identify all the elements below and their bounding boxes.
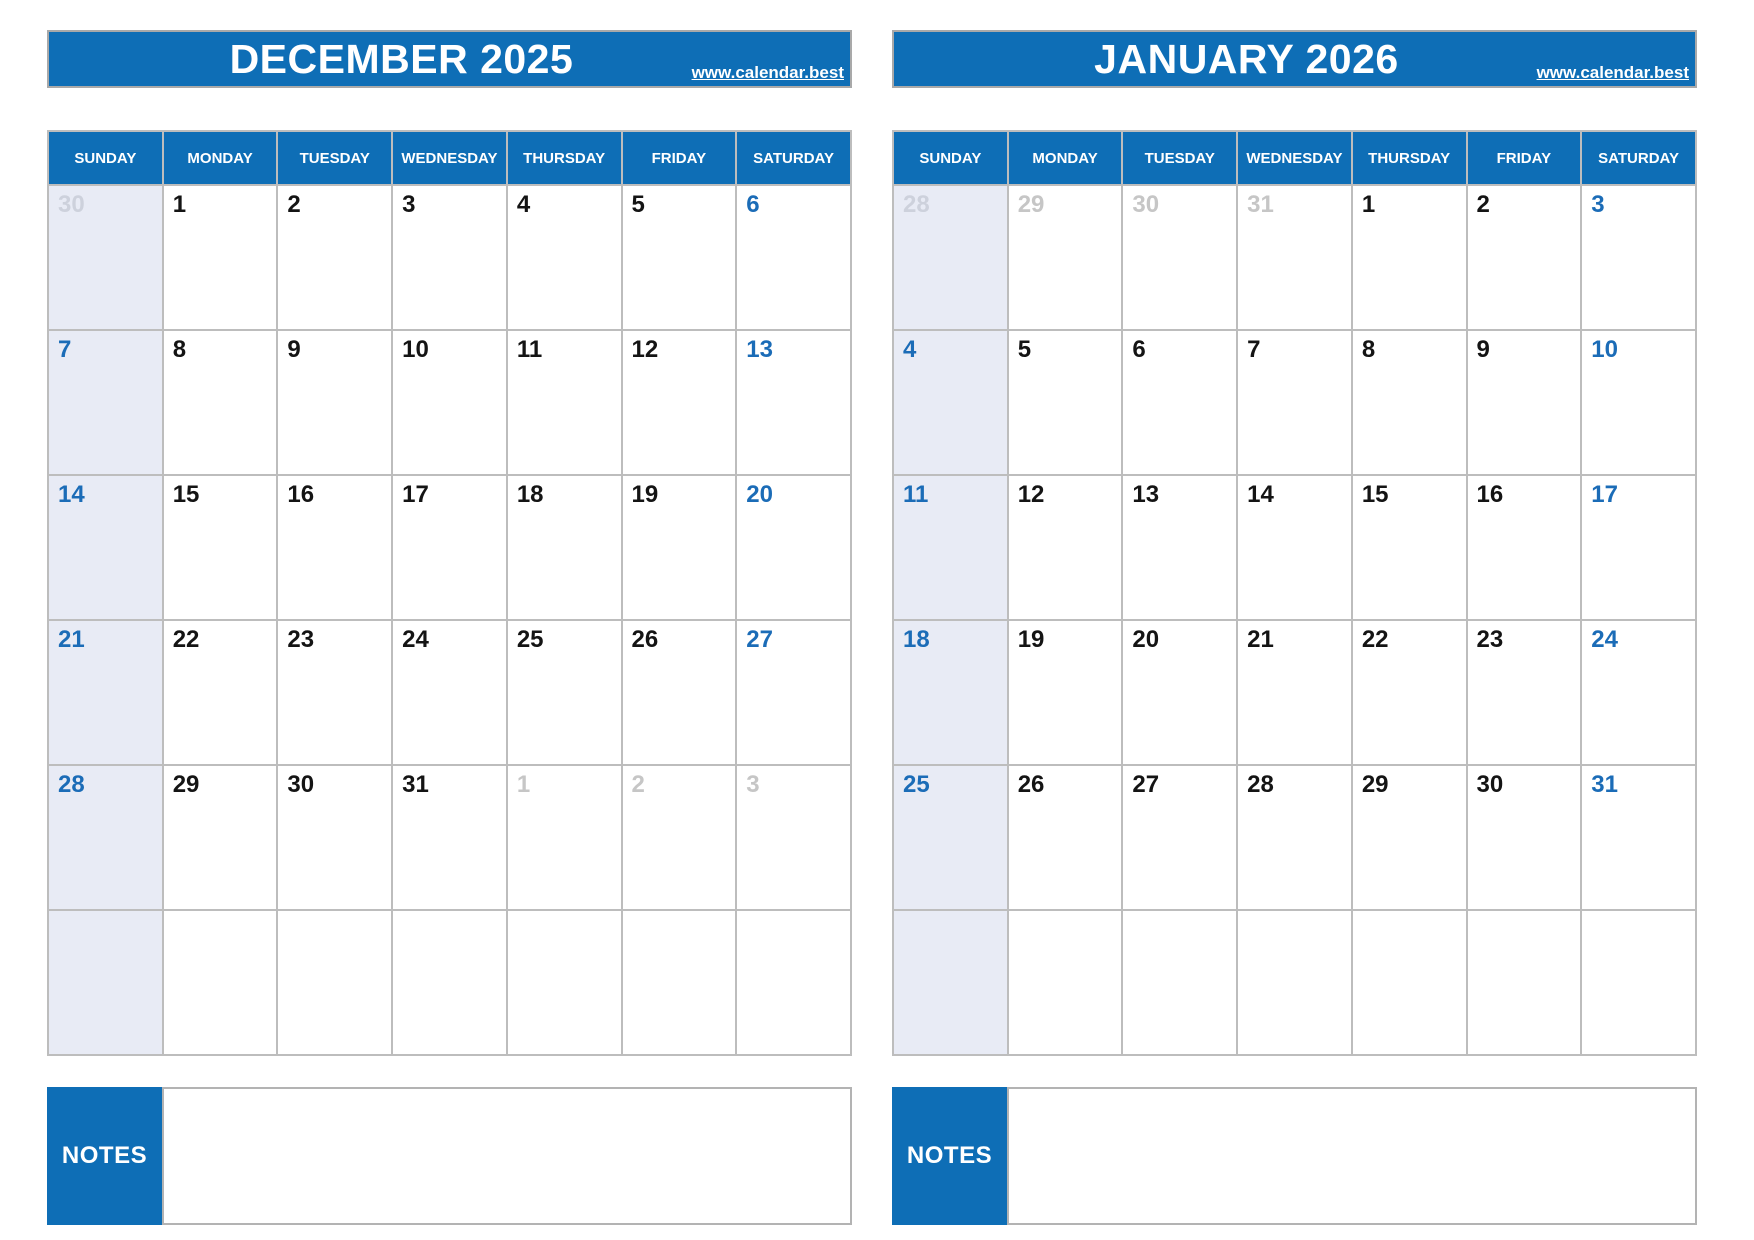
weekday-header-sunday: SUNDAY: [48, 131, 163, 185]
day-cell: [1352, 765, 1467, 910]
day-number: 6: [746, 191, 760, 218]
weekday-header-sunday: SUNDAY: [893, 131, 1008, 185]
notes-label: NOTES: [47, 1087, 162, 1225]
day-number: 23: [287, 626, 315, 653]
day-cell: [392, 475, 507, 620]
day-number: 25: [516, 626, 544, 653]
day-number: 27: [746, 626, 773, 653]
day-number: 7: [58, 336, 72, 363]
empty-day-cell: [1467, 910, 1582, 1055]
day-cell: [1237, 185, 1352, 330]
day-cell: [163, 765, 278, 910]
day-number: 26: [1017, 771, 1045, 798]
weekday-header-wednesday: WEDNESDAY: [1237, 131, 1352, 185]
day-cell: [736, 185, 851, 330]
empty-day-cell: [1008, 910, 1123, 1055]
day-cell: [1467, 620, 1582, 765]
day-number: 5: [631, 191, 645, 218]
weekday-header-tuesday: TUESDAY: [277, 131, 392, 185]
empty-day-cell: [277, 910, 392, 1055]
day-number: 18: [903, 626, 930, 653]
weekday-header-monday: MONDAY: [163, 131, 278, 185]
day-number: 23: [1476, 626, 1504, 653]
day-cell: [1008, 475, 1123, 620]
day-number: 31: [1591, 771, 1618, 798]
day-cell: [1352, 330, 1467, 475]
day-cell: [1581, 330, 1696, 475]
weekday-header-thursday: THURSDAY: [507, 131, 622, 185]
week-row: [48, 330, 851, 475]
week-row: [48, 475, 851, 620]
day-cell: [1122, 330, 1237, 475]
weekday-header-friday: FRIDAY: [622, 131, 737, 185]
day-number: 12: [631, 336, 659, 363]
day-cell: [1008, 765, 1123, 910]
day-number: 24: [402, 626, 429, 653]
day-cell: [1581, 620, 1696, 765]
weekday-header-wednesday: WEDNESDAY: [392, 131, 507, 185]
day-cell: [48, 330, 163, 475]
week-row: [893, 475, 1696, 620]
day-cell: [736, 765, 851, 910]
empty-day-cell: [1581, 910, 1696, 1055]
month-title-bar: [892, 30, 1697, 88]
day-cell: [893, 765, 1008, 910]
day-cell: [48, 765, 163, 910]
day-number: 10: [1591, 336, 1618, 363]
day-number: 4: [516, 191, 531, 218]
day-cell: [277, 475, 392, 620]
day-number: 31: [402, 771, 429, 798]
month-grid: [47, 130, 852, 1056]
empty-day-cell: [507, 910, 622, 1055]
day-number: 31: [1247, 191, 1274, 218]
day-cell: [1467, 475, 1582, 620]
empty-day-cell: [1237, 910, 1352, 1055]
day-cell: [1237, 330, 1352, 475]
day-cell: [1122, 475, 1237, 620]
day-cell: [1467, 185, 1582, 330]
day-cell: [622, 765, 737, 910]
day-number: 8: [172, 336, 187, 363]
day-number: 21: [58, 626, 85, 653]
day-number: 29: [172, 771, 200, 798]
day-cell: [893, 330, 1008, 475]
day-cell: [507, 475, 622, 620]
week-row: [48, 765, 851, 910]
day-number: 9: [287, 336, 301, 363]
day-number: 3: [1591, 191, 1605, 218]
day-cell: [277, 620, 392, 765]
day-cell: [507, 185, 622, 330]
day-cell: [893, 185, 1008, 330]
week-row: [893, 185, 1696, 330]
month-title: JANUARY 2026: [1094, 35, 1399, 82]
day-number: 2: [287, 191, 301, 218]
week-row: [893, 910, 1696, 1055]
empty-day-cell: [1122, 910, 1237, 1055]
weekday-header-tuesday: TUESDAY: [1122, 131, 1237, 185]
day-cell: [736, 620, 851, 765]
day-number: 13: [746, 336, 773, 363]
weekday-header-friday: FRIDAY: [1467, 131, 1582, 185]
day-cell: [1467, 330, 1582, 475]
day-number: 5: [1017, 336, 1032, 363]
day-number: 15: [172, 481, 200, 508]
day-number: 27: [1132, 771, 1160, 798]
week-row: [48, 620, 851, 765]
day-number: 25: [903, 771, 930, 798]
weekday-header-row: [48, 131, 851, 185]
day-number: 1: [1361, 191, 1376, 218]
day-number: 17: [1591, 481, 1618, 508]
day-cell: [1467, 765, 1582, 910]
weekday-header-monday: MONDAY: [1008, 131, 1123, 185]
empty-day-cell: [392, 910, 507, 1055]
day-cell: [48, 475, 163, 620]
day-cell: [48, 620, 163, 765]
day-cell: [1237, 475, 1352, 620]
day-cell: [1237, 620, 1352, 765]
day-cell: [277, 330, 392, 475]
day-number: 30: [1476, 771, 1504, 798]
notes-section: [892, 1087, 1697, 1225]
day-number: 20: [1132, 626, 1160, 653]
day-number: 11: [516, 336, 543, 363]
day-cell: [163, 330, 278, 475]
day-number: 2: [1476, 191, 1490, 218]
day-cell: [48, 185, 163, 330]
day-number: 3: [402, 191, 416, 218]
day-number: 6: [1132, 336, 1146, 363]
empty-day-cell: [622, 910, 737, 1055]
day-cell: [893, 475, 1008, 620]
day-number: 14: [58, 481, 85, 508]
day-number: 4: [903, 336, 917, 363]
day-cell: [1581, 765, 1696, 910]
day-number: 26: [631, 626, 659, 653]
day-cell: [163, 185, 278, 330]
weekday-header-saturday: SATURDAY: [1581, 131, 1696, 185]
day-number: 22: [172, 626, 200, 653]
day-number: 3: [746, 771, 760, 798]
day-cell: [1008, 330, 1123, 475]
day-number: 30: [1132, 191, 1160, 218]
day-number: 18: [516, 481, 544, 508]
day-cell: [277, 765, 392, 910]
website-link[interactable]: www.calendar.best: [1536, 63, 1689, 82]
month-grid: [892, 130, 1697, 1056]
empty-day-cell: [1352, 910, 1467, 1055]
day-number: 16: [287, 481, 315, 508]
day-cell: [1008, 620, 1123, 765]
day-cell: [1581, 475, 1696, 620]
day-cell: [392, 330, 507, 475]
day-number: 28: [903, 191, 930, 218]
day-cell: [622, 620, 737, 765]
day-number: 19: [631, 481, 659, 508]
day-cell: [622, 185, 737, 330]
day-cell: [1122, 185, 1237, 330]
day-cell: [1352, 620, 1467, 765]
day-cell: [1122, 620, 1237, 765]
day-cell: [736, 475, 851, 620]
day-cell: [277, 185, 392, 330]
day-cell: [1008, 185, 1123, 330]
website-link[interactable]: www.calendar.best: [691, 63, 844, 82]
day-number: 30: [58, 191, 85, 218]
day-cell: [163, 475, 278, 620]
weekday-header-row: [893, 131, 1696, 185]
day-cell: [163, 620, 278, 765]
notes-label: NOTES: [892, 1087, 1007, 1225]
day-cell: [392, 765, 507, 910]
day-number: 28: [58, 771, 85, 798]
day-cell: [736, 330, 851, 475]
weekday-header-saturday: SATURDAY: [736, 131, 851, 185]
day-number: 20: [746, 481, 773, 508]
day-number: 22: [1361, 626, 1389, 653]
day-number: 14: [1247, 481, 1274, 508]
month-title-bar: [47, 30, 852, 88]
empty-day-cell: [736, 910, 851, 1055]
day-number: 16: [1476, 481, 1504, 508]
day-cell: [392, 185, 507, 330]
weekday-header-thursday: THURSDAY: [1352, 131, 1467, 185]
day-number: 19: [1017, 626, 1045, 653]
day-number: 11: [903, 481, 929, 508]
week-row: [48, 910, 851, 1055]
week-row: [893, 765, 1696, 910]
notes-section: [47, 1087, 852, 1225]
day-number: 28: [1247, 771, 1274, 798]
day-number: 24: [1591, 626, 1618, 653]
day-number: 7: [1247, 336, 1261, 363]
week-row: [893, 620, 1696, 765]
empty-day-cell: [163, 910, 278, 1055]
week-row: [893, 330, 1696, 475]
day-number: 13: [1132, 481, 1160, 508]
day-number: 12: [1017, 481, 1045, 508]
notes-area: [1007, 1087, 1697, 1225]
day-cell: [893, 620, 1008, 765]
day-number: 8: [1361, 336, 1376, 363]
day-cell: [622, 475, 737, 620]
calendar-december-2025: [47, 30, 852, 1225]
empty-day-cell: [893, 910, 1008, 1055]
month-title: DECEMBER 2025: [229, 35, 574, 82]
day-cell: [507, 765, 622, 910]
day-number: 1: [516, 771, 531, 798]
day-number: 30: [287, 771, 315, 798]
day-number: 9: [1476, 336, 1490, 363]
day-number: 15: [1361, 481, 1389, 508]
day-number: 17: [402, 481, 429, 508]
day-cell: [622, 330, 737, 475]
calendar-january-2026: [892, 30, 1697, 1225]
day-number: 29: [1361, 771, 1389, 798]
day-number: 29: [1017, 191, 1045, 218]
day-cell: [507, 330, 622, 475]
day-cell: [1237, 765, 1352, 910]
day-cell: [1352, 475, 1467, 620]
day-number: 2: [631, 771, 645, 798]
day-cell: [507, 620, 622, 765]
day-cell: [1581, 185, 1696, 330]
day-number: 21: [1247, 626, 1274, 653]
week-row: [48, 185, 851, 330]
empty-day-cell: [48, 910, 163, 1055]
day-number: 1: [172, 191, 187, 218]
day-cell: [1352, 185, 1467, 330]
day-cell: [392, 620, 507, 765]
notes-area: [162, 1087, 852, 1225]
day-cell: [1122, 765, 1237, 910]
day-number: 10: [402, 336, 429, 363]
